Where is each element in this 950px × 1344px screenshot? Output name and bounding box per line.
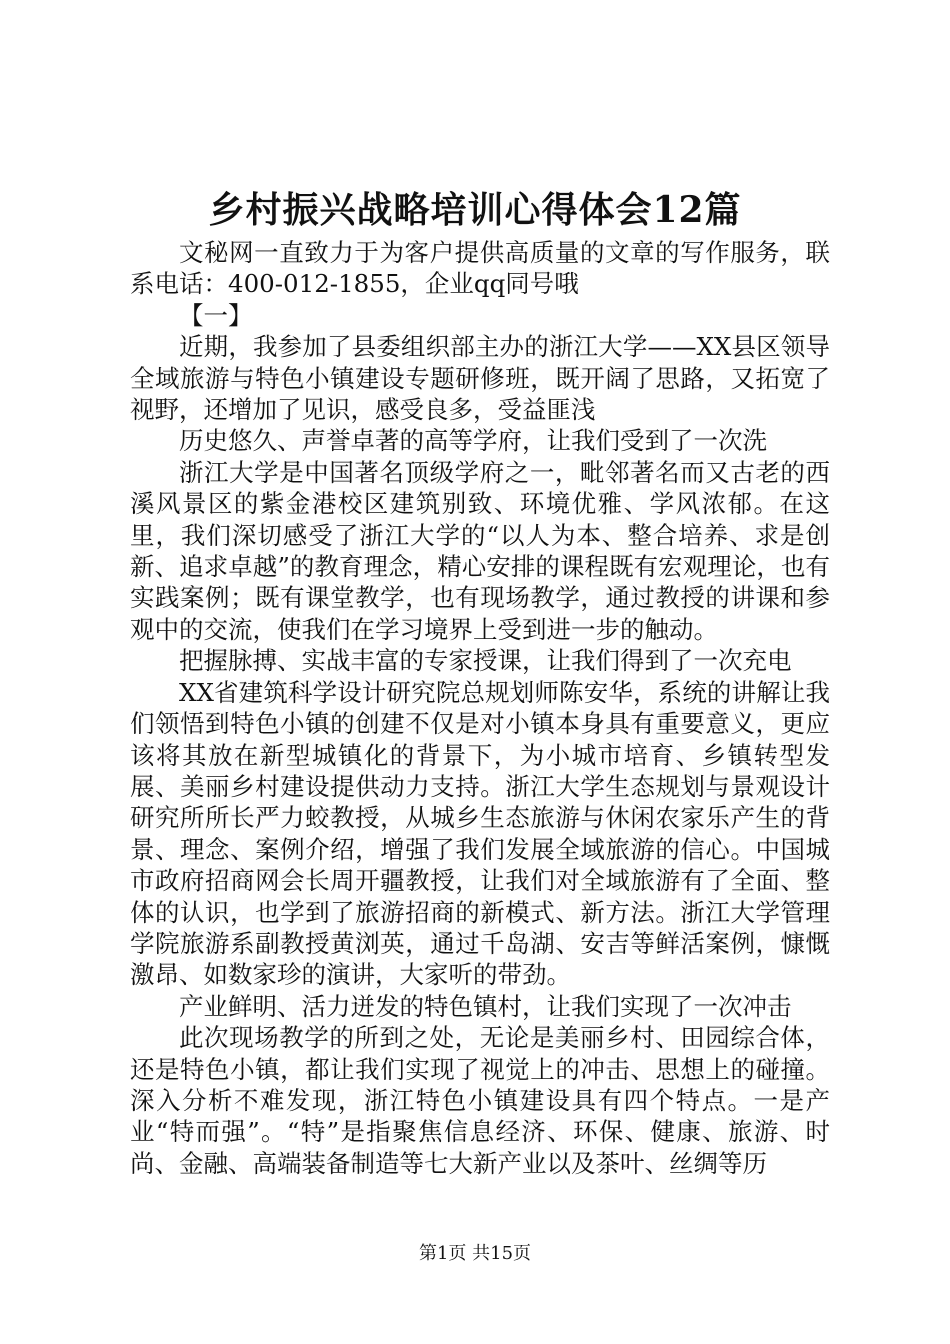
paragraph: XX省建筑科学设计研究院总规划师陈安华，系统的讲解让我们领悟到特色小镇的创建不仅是对小镇本身具有重要意义，更应该将其放在新型城镇化的背景下，为小城市培育、乡镇转型发展、美丽乡村建设提供动力支持。浙江大学生态规划与景观设计研究所所长严力蛟教授，从城乡生态旅游与休闲农家乐产生的背景、理念、案例介绍，增强了我们发展全域旅游的信心。中国城市政府招商网会长周开疆教授，让我们对全域旅游有了全面、整体的认识，也学到了旅游招商的新模式、新方法。浙江大学管理学院旅游系副教授黄浏英，通过千岛湖、安吉等鲜活案例，慷慨激昂、如数家珍的演讲，大家听的带劲。 <box>130 677 830 990</box>
paragraph-intro: 文秘网一直致力于为客户提供高质量的文章的写作服务，联系电话：400-012-1855，企业qq同号哦 <box>130 238 830 299</box>
paragraph: 浙江大学是中国著名顶级学府之一，毗邻著名而又古老的西溪风景区的紫金港校区建筑别致、环境优雅、学风浓郁。在这里，我们深切感受了浙江大学的“以人为本、整合培养、求是创新、追求卓越”的教育理念，精心安排的课程既有宏观理论，也有实践案例；既有课堂教学，也有现场教学，通过教授的讲课和参观中的交流，使我们在学习境界上受到进一步的触动。 <box>130 457 830 644</box>
subheading: 产业鲜明、活力迸发的特色镇村，让我们实现了一次冲击 <box>179 991 792 1021</box>
page-footer: 第1页 共15页 <box>418 1243 532 1264</box>
paragraph: 此次现场教学的所到之处，无论是美丽乡村、田园综合体，还是特色小镇，都让我们实现了视觉上的冲击、思想上的碰撞。深入分析不难发现，浙江特色小镇建设具有四个特点。一是产业“特而强”。“特”是指聚焦信息经济、环保、健康、旅游、时尚、金融、高端装备制造等七大新产业以及茶叶、丝绸等历 <box>130 1023 830 1178</box>
document-title: 乡村振兴战略培训心得体会12篇 <box>208 189 742 231</box>
subheading: 历史悠久、声誉卓著的高等学府，让我们受到了一次洗 <box>179 426 767 456</box>
document-body <box>130 210 830 1179</box>
subheading: 把握脉搏、实战丰富的专家授课，让我们得到了一次充电 <box>179 646 792 676</box>
paragraph: 近期，我参加了县委组织部主办的浙江大学——XX县区领导全域旅游与特色小镇建设专题研修班，既开阔了思路，又拓宽了视野，还增加了见识，感受良多，受益匪浅 <box>130 332 830 425</box>
section-marker: 【一】 <box>179 300 253 330</box>
